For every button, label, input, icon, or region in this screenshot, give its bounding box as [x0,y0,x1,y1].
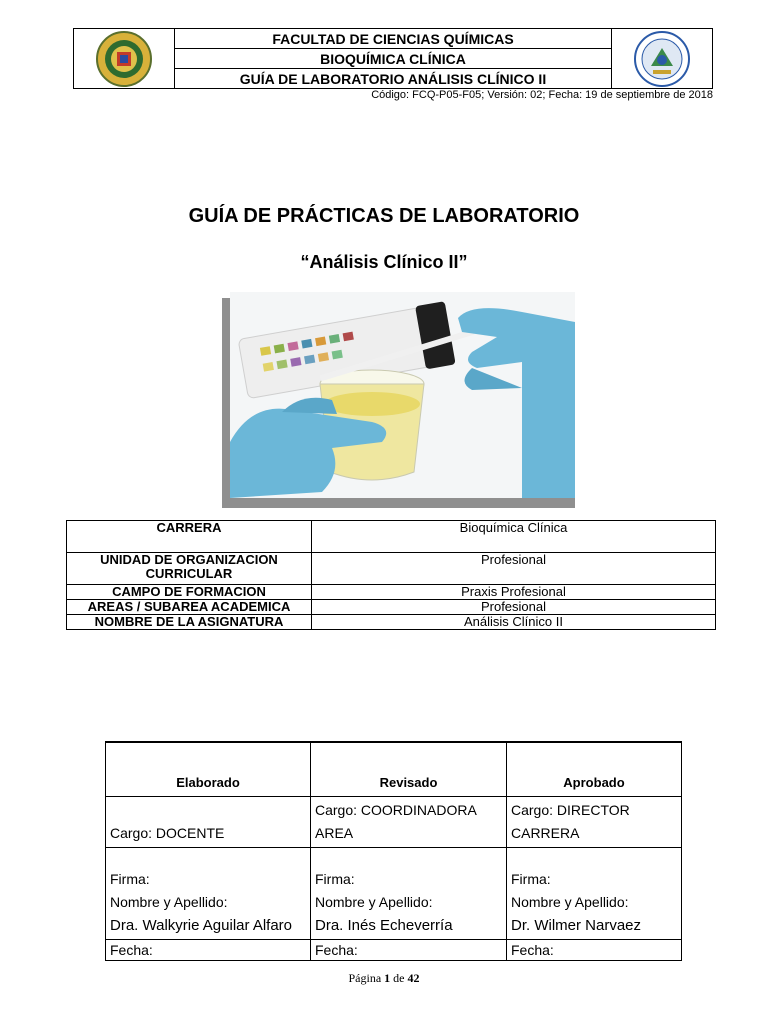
cargo-cell: Cargo: DIRECTOR CARRERA [507,797,682,848]
table-row [67,553,716,585]
table-row [106,848,682,940]
signer-name: Dra. Walkyrie Aguilar Alfaro [110,917,293,934]
table-row [67,521,716,553]
course-info-table [66,520,716,630]
cargo-cell: Cargo: DOCENTE [106,797,311,848]
urinalysis-photo [222,292,575,508]
table-header-row [106,742,682,797]
page-footer [0,971,768,986]
row-value: Bioquímica Clínica [312,521,716,553]
fecha-cell: Fecha: [311,940,507,961]
row-value: Profesional [312,600,716,615]
page-title: GUÍA DE PRÁCTICAS DE LABORATORIO [188,205,580,227]
row-value: Praxis Profesional [312,585,716,600]
header-guide: GUÍA DE LABORATORIO ANÁLISIS CLÍNICO II [239,70,547,87]
header-revisado: Revisado [311,742,507,797]
signer-name: Dra. Inés Echeverría [315,917,453,934]
footer-prefix: Página [348,971,382,985]
approval-table [105,741,682,961]
row-label: NOMBRE DE LA ASIGNATURA [67,615,312,630]
table-row [67,600,716,615]
page-subtitle: “Análisis Clínico II” [300,252,468,272]
row-label: CARRERA [67,521,312,553]
firma-label: Firma: [110,871,150,887]
row-label: AREAS / SUBAREA ACADEMICA [67,600,312,615]
footer-of: de [393,971,405,985]
table-row [106,940,682,961]
signature-cell [507,848,682,940]
signature-cell [311,848,507,940]
header-department: BIOQUÍMICA CLÍNICA [175,49,611,69]
nombre-label: Nombre y Apellido: [315,894,433,910]
table-row [106,797,682,848]
university-logo-left [74,29,175,88]
document-code: Código: FCQ-P05-F05; Versión: 02; Fecha: 19 de septiembre de 2018 [371,89,713,101]
nombre-label: Nombre y Apellido: [511,894,629,910]
firma-label: Firma: [315,871,355,887]
firma-label: Firma: [511,871,551,887]
cargo-cell: Cargo: COORDINADORA AREA [311,797,507,848]
faculty-logo-right [611,29,712,88]
header-aprobado: Aprobado [507,742,682,797]
signature-cell [106,848,311,940]
table-row [67,615,716,630]
fecha-cell: Fecha: [106,940,311,961]
table-row [67,585,716,600]
fecha-cell: Fecha: [507,940,682,961]
footer-page: 1 [384,971,391,985]
row-label: CAMPO DE FORMACION [67,585,312,600]
signer-name: Dr. Wilmer Narvaez [511,917,642,934]
row-value: Análisis Clínico II [312,615,716,630]
nombre-label: Nombre y Apellido: [110,894,228,910]
header-faculty: FACULTAD DE CIENCIAS QUÍMICAS [175,29,611,49]
row-value: Profesional [312,553,716,585]
row-label: UNIDAD DE ORGANIZACION CURRICULAR [67,553,312,585]
header-elaborado: Elaborado [106,742,311,797]
footer-total: 42 [407,971,420,985]
document-header [73,28,713,89]
